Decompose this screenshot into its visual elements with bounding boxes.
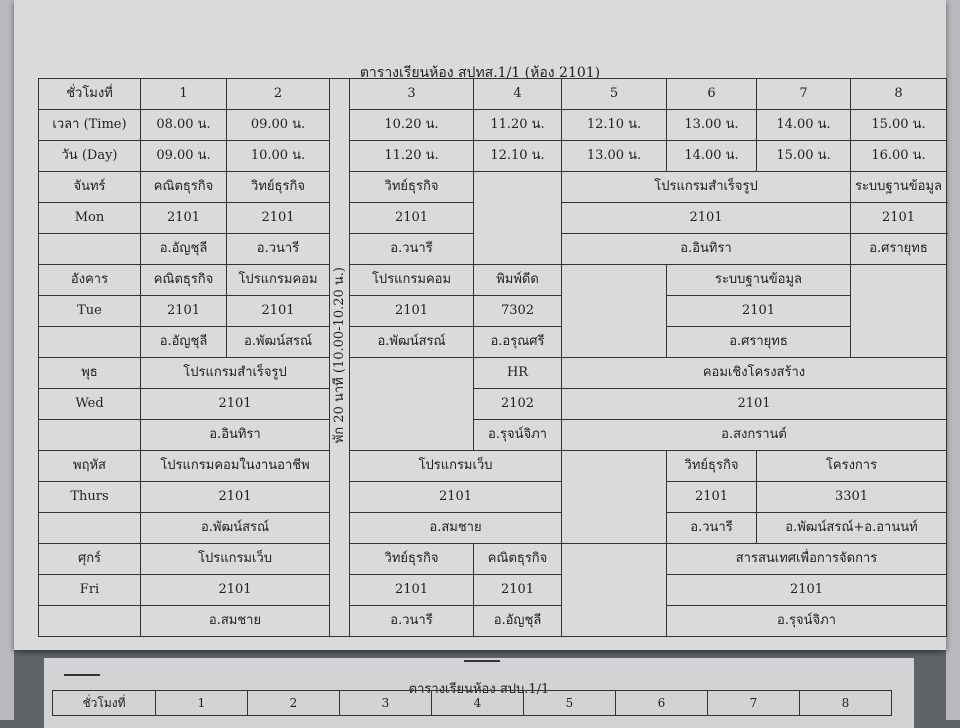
day-label: วัน (Day)	[39, 141, 141, 172]
period-7: 7	[708, 691, 800, 716]
empty-slot	[562, 265, 667, 358]
period-label: ชั่วโมงที่	[39, 79, 141, 110]
day-blank	[39, 420, 141, 451]
period-label: ชั่วโมงที่	[53, 691, 156, 716]
class-subject: HR	[474, 358, 562, 389]
class-room: 2101	[667, 575, 947, 606]
day-name-th: พุธ	[39, 358, 141, 389]
thursday-row-room	[39, 482, 947, 513]
period-4: 4	[474, 79, 562, 110]
class-subject: คณิตธุรกิจ	[474, 544, 562, 575]
header-row-start	[39, 110, 947, 141]
day-name-th: จันทร์	[39, 172, 141, 203]
end-time: 10.00 น.	[227, 141, 330, 172]
header-row-end	[39, 141, 947, 172]
period-5: 5	[562, 79, 667, 110]
tuesday-row-room	[39, 296, 947, 327]
class-room: 2101	[227, 296, 330, 327]
end-time: 09.00 น.	[141, 141, 227, 172]
class-teacher: อ.รุจน์จิภา	[667, 606, 947, 637]
thursday-row-teacher	[39, 513, 947, 544]
class-teacher: อ.ศรายุทธ	[667, 327, 851, 358]
wednesday-row-teacher	[39, 420, 947, 451]
class-subject: คณิตธุรกิจ	[141, 265, 227, 296]
day-name-en: Fri	[39, 575, 141, 606]
class-teacher: อ.สงกรานต์	[562, 420, 947, 451]
class-teacher: อ.อัญชุลี	[141, 234, 227, 265]
class-subject: ระบบฐานข้อมูล	[851, 172, 947, 203]
period-1: 1	[156, 691, 248, 716]
end-time: 12.10 น.	[474, 141, 562, 172]
class-teacher: อ.วนารี	[667, 513, 757, 544]
period-3: 3	[350, 79, 474, 110]
class-teacher: อ.สมชาย	[141, 606, 330, 637]
class-subject: โปรแกรมคอม	[350, 265, 474, 296]
class-subject: คอมเชิงโครงสร้าง	[562, 358, 947, 389]
start-time: 12.10 น.	[562, 110, 667, 141]
start-time: 08.00 น.	[141, 110, 227, 141]
header-row-period	[39, 79, 947, 110]
day-name-en: Tue	[39, 296, 141, 327]
start-time: 11.20 น.	[474, 110, 562, 141]
class-subject: ระบบฐานข้อมูล	[667, 265, 851, 296]
period-5: 5	[524, 691, 616, 716]
wednesday-row-room	[39, 389, 947, 420]
class-subject: โปรแกรมคอม	[227, 265, 330, 296]
tuesday-row	[39, 265, 947, 296]
class-room: 2101	[227, 203, 330, 234]
period-8: 8	[800, 691, 892, 716]
class-teacher: อ.พัฒน์สรณ์	[350, 327, 474, 358]
class-subject: โปรแกรมสำเร็จรูป	[141, 358, 330, 389]
class-subject: วิทย์ธุรกิจ	[350, 172, 474, 203]
class-teacher: อ.พัฒน์สรณ์	[227, 327, 330, 358]
class-teacher: อ.อัญชุลี	[141, 327, 227, 358]
class-room: 2101	[667, 482, 757, 513]
period-8: 8	[851, 79, 947, 110]
day-blank	[39, 327, 141, 358]
empty-slot	[562, 544, 667, 637]
empty-slot	[851, 265, 947, 358]
class-teacher: อ.อัญชุลี	[474, 606, 562, 637]
class-room: 2101	[562, 389, 947, 420]
class-subject: วิทย์ธุรกิจ	[667, 451, 757, 482]
day-name-th: พฤหัส	[39, 451, 141, 482]
friday-row	[39, 544, 947, 575]
divider	[64, 674, 100, 676]
class-subject: วิทย์ธุรกิจ	[227, 172, 330, 203]
start-time: 14.00 น.	[757, 110, 851, 141]
class-teacher: อ.อินทิรา	[141, 420, 330, 451]
class-room: 2101	[141, 203, 227, 234]
period-6: 6	[616, 691, 708, 716]
page-title: ตารางเรียนห้อง สปทส.1/1 (ห้อง 2101)	[359, 65, 601, 81]
class-subject: วิทย์ธุรกิจ	[350, 544, 474, 575]
class-room: 2101	[350, 575, 474, 606]
empty-slot	[562, 451, 667, 544]
class-room: 2101	[141, 575, 330, 606]
class-room: 2101	[350, 203, 474, 234]
day-name-en: Thurs	[39, 482, 141, 513]
start-time: 15.00 น.	[851, 110, 947, 141]
break-column	[330, 79, 350, 637]
class-teacher: อ.รุจน์จิภา	[474, 420, 562, 451]
period-1: 1	[141, 79, 227, 110]
timetable-sheet	[14, 0, 946, 650]
friday-row-teacher	[39, 606, 947, 637]
day-blank	[39, 234, 141, 265]
period-4: 4	[432, 691, 524, 716]
second-sheet-title: ตารางเรียนห้อง สปบ.1/1	[408, 682, 550, 697]
class-teacher: อ.วนารี	[227, 234, 330, 265]
end-time: 14.00 น.	[667, 141, 757, 172]
class-teacher: อ.วนารี	[350, 606, 474, 637]
class-subject: สารสนเทศเพื่อการจัดการ	[667, 544, 947, 575]
class-room: 2101	[851, 203, 947, 234]
start-time: 13.00 น.	[667, 110, 757, 141]
class-room: 2101	[350, 296, 474, 327]
friday-row-room	[39, 575, 947, 606]
class-room: 2101	[667, 296, 851, 327]
thursday-row	[39, 451, 947, 482]
end-time: 16.00 น.	[851, 141, 947, 172]
class-room: 2101	[562, 203, 851, 234]
right-page-edge	[946, 0, 960, 720]
break-label: พัก 20 นาที (10.00-10.20 น.)	[331, 267, 347, 444]
day-blank	[39, 513, 141, 544]
class-teacher: อ.พัฒน์สรณ์	[141, 513, 330, 544]
start-time: 10.20 น.	[350, 110, 474, 141]
left-page-edge	[0, 0, 14, 720]
class-room: 2101	[141, 389, 330, 420]
period-6: 6	[667, 79, 757, 110]
end-time: 13.00 น.	[562, 141, 667, 172]
class-subject: โปรแกรมเว็บ	[350, 451, 562, 482]
class-room: 2101	[350, 482, 562, 513]
period-2: 2	[227, 79, 330, 110]
class-room: 2101	[474, 575, 562, 606]
class-subject: คณิตธุรกิจ	[141, 172, 227, 203]
class-teacher: อ.วนารี	[350, 234, 474, 265]
time-label: เวลา (Time)	[39, 110, 141, 141]
class-teacher: อ.สมชาย	[350, 513, 562, 544]
period-3: 3	[340, 691, 432, 716]
class-room: 2101	[141, 296, 227, 327]
timetable	[38, 78, 947, 637]
class-teacher: อ.อินทิรา	[562, 234, 851, 265]
class-subject: โปรแกรมสำเร็จรูป	[562, 172, 851, 203]
class-room: 7302	[474, 296, 562, 327]
class-room: 2102	[474, 389, 562, 420]
day-name-en: Wed	[39, 389, 141, 420]
empty-slot	[474, 172, 562, 265]
class-teacher: อ.ศรายุทธ	[851, 234, 947, 265]
class-subject: โปรแกรมเว็บ	[141, 544, 330, 575]
tuesday-row-teacher	[39, 327, 947, 358]
monday-row	[39, 172, 947, 203]
divider	[464, 660, 500, 662]
class-teacher: อ.พัฒน์สรณ์+อ.อานนท์	[757, 513, 947, 544]
class-subject: โครงการ	[757, 451, 947, 482]
day-name-th: อังคาร	[39, 265, 141, 296]
period-7: 7	[757, 79, 851, 110]
day-name-th: ศุกร์	[39, 544, 141, 575]
period-2: 2	[248, 691, 340, 716]
day-blank	[39, 606, 141, 637]
class-teacher: อ.อรุณศรี	[474, 327, 562, 358]
start-time: 09.00 น.	[227, 110, 330, 141]
end-time: 15.00 น.	[757, 141, 851, 172]
class-subject: พิมพ์ดีด	[474, 265, 562, 296]
second-timetable-header	[52, 690, 892, 716]
class-subject: โปรแกรมคอมในงานอาชีพ	[141, 451, 330, 482]
wednesday-row	[39, 358, 947, 389]
class-room: 2101	[141, 482, 330, 513]
class-room: 3301	[757, 482, 947, 513]
end-time: 11.20 น.	[350, 141, 474, 172]
empty-slot	[350, 358, 474, 451]
day-name-en: Mon	[39, 203, 141, 234]
